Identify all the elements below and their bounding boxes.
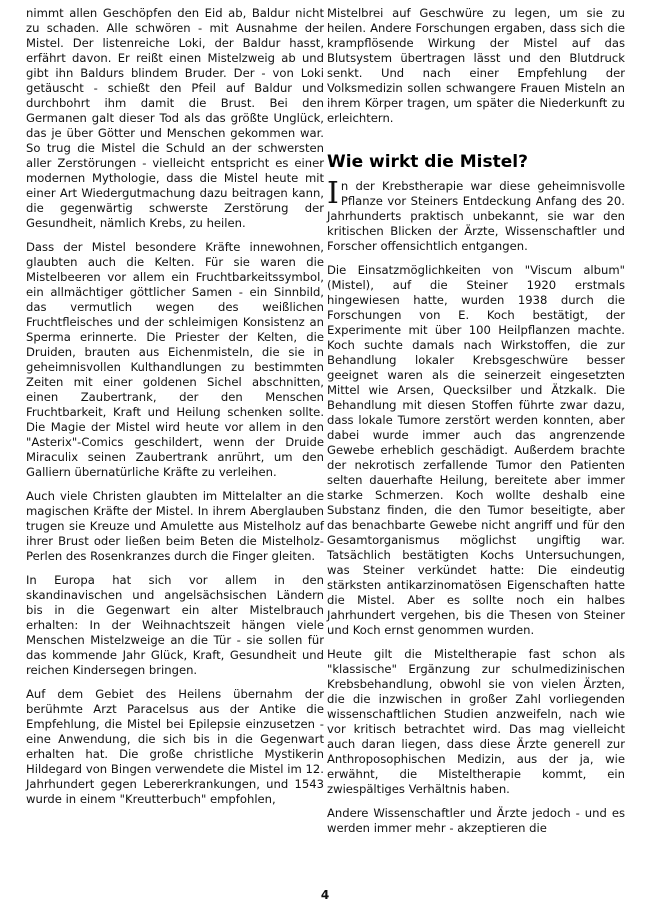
section-heading: Wie wirkt die Mistel? xyxy=(327,152,528,172)
body-paragraph: nimmt allen Geschöpfen den Eid ab, Baldur nicht zu schaden. Alle schwören - mit Ausnahme der Mistel. Der listenreiche Loki, der Baldur hasst, erfährt davon. Er reißt einen Mistelzweig ab und gibt ihn Baldurs blindem Bruder. Der - von Loki getäuscht - schießt den Pfeil auf Baldur und durchbohrt ihm damit die Brust. Bei den Germanen galt dieser Tod als das größte Unglück, das je über Götter und Menschen gekommen war. So trug die Mistel die Schuld an der schwersten aller Zerstörungen - vielleicht entspricht es einer modernen Mythologie, dass die Mistel heute mit einer Art Wiedergutmachung dazu beitragen kann, die gegenwärtig schwerste Zerstörung der Gesundheit, nämlich Krebs, zu heilen. xyxy=(26,6,324,230)
left-column xyxy=(26,6,324,807)
right-column xyxy=(327,6,625,836)
body-paragraph: Mistelbrei auf Geschwüre zu legen, um sie zu heilen. Andere Forschungen ergaben, dass sich die krampflösende Wirkung der Mistel auf das Blutsystem übertragen lässt und den Blutdruck senkt. Und nach einer Empfehlung der Volksmedizin sollen schwangere Frauen Misteln an ihrem Körper tragen, um später die Niederkunft zu erleichtern. xyxy=(327,6,625,125)
body-paragraph: Dass der Mistel besondere Kräfte innewohnen, glaubten auch die Kelten. Für sie waren die Mistelbeeren vor allem ein Fruchtbarkeitssymbol, ein allmächtiger göttlicher Samen - ein Sinnbild, das vermutlich wegen des weißlichen Fruchtfleisches und der schleimigen Konsistenz an Sperma erinnerte. Die Priester der Kelten, die Druiden, brauten aus Eichenmisteln, die sie in geheimnisvollen Kulthandlungen zu bestimmten Zeiten mit einer goldenen Sichel abschnitten, einen Zaubertrank, der den Menschen Fruchtbarkeit, Kraft und Heilung schenken sollte. Die Magie der Mistel wird heute vor allem in den "Asterix"-Comics geschildert, wenn der Druide Miraculix seinen Zaubertrank anrührt, um den Galliern übernatürliche Kräfte zu verleihen. xyxy=(26,240,324,479)
body-paragraph: Die Einsatzmöglichkeiten von "Viscum album" (Mistel), auf die Steiner 1920 erstmals hingewiesen hatte, wurden 1938 durch die Forschungen von E. Koch bestätigt, der Experimente mit über 100 Heilpflanzen machte. Koch suchte damals nach Wirkstoffen, die zur Behandlung lokaler Krebsgeschwüre besser geeignet waren als die seinerzeit eingesetzten Mittel wie Arsen, Quecksilber und Ätzkalk. Die Behandlung mit diesen Stoffen führte zwar dazu, dass lokale Tumore zerstört werden konnten, aber dabei wurde immer auch das angrenzende Gewebe erheblich geschädigt. Außerdem brachte der nekrotisch zerfallende Tumor den Patienten selten dauerhafte Heilung, bereitete aber immer starke Schmerzen. Koch wollte deshalb eine Substanz finden, die den Tumor beseitigte, aber das benachbarte Gewebe nicht angriff und für den Gesamtorganismus möglichst ungiftig war. Tatsächlich bestätigten Kochs Untersuchungen, was Steiner verkündet hatte: Die eindeutig stärksten antikarzinomatösen Eigenschaften hatte die Mistel. Aber es sollte noch ein halbes Jahrhundert vergehen, bis die Thesen von Steiner und Koch ernst genommen wurden. xyxy=(327,263,625,637)
body-paragraph: Auch viele Christen glaubten im Mittelalter an die magischen Kräfte der Mistel. In ihrem Aberglauben trugen sie Kreuze und Amulette aus Mistelholz auf ihrer Brust oder ließen beim Beten die Mistelholz-Perlen des Rosenkranzes durch die Finger gleiten. xyxy=(26,489,324,563)
paragraph-text: n der Krebstherapie war diese geheimnisvolle Pflanze vor Steiners Entdeckung Anfang des 20. Jahrhunderts praktisch unbekannt, sie war den kritischen Blicken der Ärzte, Wissenschaftler und Forscher offensichtlich entgangen. xyxy=(327,179,625,253)
body-paragraph: In Europa hat sich vor allem in den skandinavischen und angelsächsischen Ländern bis in die Gegenwart ein alter Mistelbrauch erhalten: In der Weihnachtszeit hängen viele Menschen Mistelzweige an die Tür - sie sollen für das kommende Jahr Glück, Kraft, Gesundheit und reichen Kindersegen bringen. xyxy=(26,573,324,677)
drop-cap: I xyxy=(327,176,339,211)
body-paragraph: Auf dem Gebiet des Heilens übernahm der berühmte Arzt Paracelsus aus der Antike die Empfehlung, die Mistel bei Epilepsie einzusetzen - eine Anwendung, die sich bis in die Gegenwart erhalten hat. Die große christliche Mystikerin Hildegard von Bingen verwendete die Mistel im 12. Jahrhundert gegen Lebererkrankungen, und 1543 wurde in einem "Kreutterbuch" empfohlen, xyxy=(26,687,324,806)
body-paragraph: Heute gilt die Misteltherapie fast schon als "klassische" Ergänzung zur schulmedizinischen Krebsbehandlung, obwohl sie von vielen Ärzten, die die inzwischen in großer Zahl vorliegenden wissenschaftlichen Studien anzweifeln, nach wie vor kritisch betrachtet wird. Das mag vielleicht auch daran liegen, dass diese Ärzte generell zur Anthroposophischen Medizin, aus der ja, wie erwähnt, die Misteltherapie kommt, ein zwiespältiges Verhältnis haben. xyxy=(327,647,625,796)
body-paragraph: Andere Wissenschaftler und Ärzte jedoch - und es werden immer mehr - akzeptieren die xyxy=(327,806,625,835)
body-paragraph xyxy=(327,176,625,254)
page-number: 4 xyxy=(320,888,330,902)
